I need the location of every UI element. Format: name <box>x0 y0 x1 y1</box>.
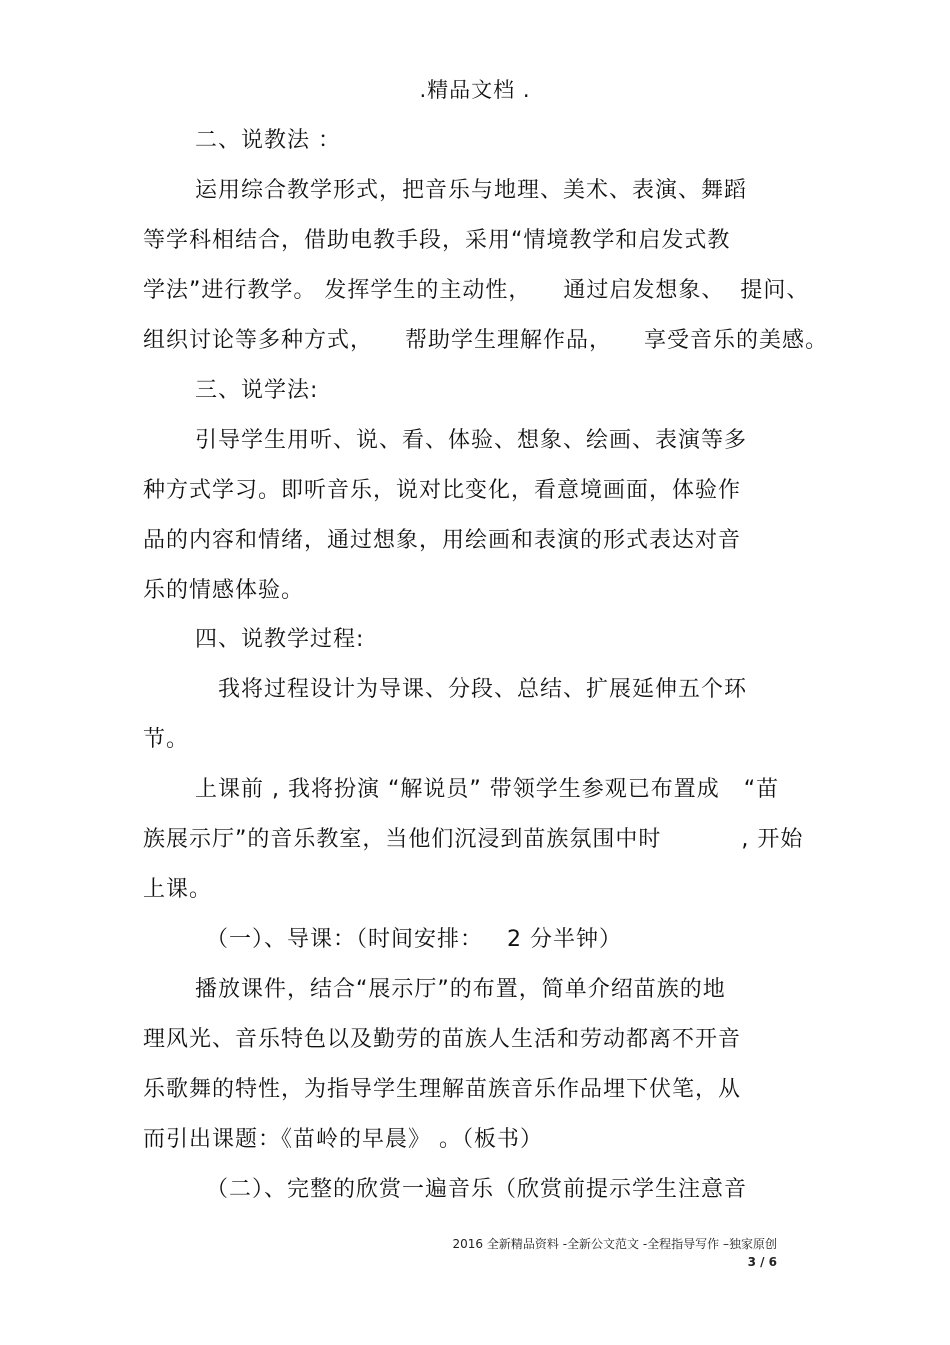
text-line: 四、说教学过程: <box>195 627 365 652</box>
text-line: 族展示厅”的音乐教室，当他们沉浸到苗族氛围中时 , 开始 <box>143 827 804 852</box>
text-line: （一）、导课：（时间安排： 2 分半钟） <box>206 927 622 952</box>
text-line: 等学科相结合，借助电教手段，采用“情境教学和启发式教 <box>143 228 731 253</box>
text-line: 乐歌舞的特性，为指导学生理解苗族音乐作品埋下伏笔，从 <box>143 1077 742 1102</box>
text-line: 二、说教法 ： <box>195 128 341 153</box>
text-line: 我将过程设计为导课、分段、总结、扩展延伸五个环 <box>218 677 748 702</box>
text-line: 上课前 , 我将扮演 “解说员” 带领学生参观已布置成 “苗 <box>195 777 780 802</box>
text-line: 而引出课题：《苗岭的早晨》 。（板书） <box>143 1127 543 1152</box>
footer-note: 2016 全新精品资料 -全新公文范文 -全程指导写作 –独家原创 <box>452 1237 777 1251</box>
text-line: 引导学生用听、说、看、体验、想象、绘画、表演等多 <box>195 428 748 453</box>
text-line: 乐的情感体验。 <box>143 578 305 603</box>
text-line: 上课。 <box>143 877 213 902</box>
page-header: .精品文档 . <box>419 78 531 102</box>
text-line: 播放课件，结合“展示厅”的布置，简单介绍苗族的地 <box>195 977 726 1002</box>
text-line: 节。 <box>143 727 190 752</box>
text-line: （二）、完整的欣赏一遍音乐（欣赏前提示学生注意音 <box>206 1177 748 1202</box>
page-number: 3 / 6 <box>747 1255 777 1269</box>
text-line: 品的内容和情绪，通过想象，用绘画和表演的形式表达对音 <box>143 528 742 553</box>
text-line: 组织讨论等多种方式， 帮助学生理解作品， 享受音乐的美感。 <box>143 328 828 353</box>
text-line: 学法”进行教学。 发挥学生的主动性， 通过启发想象、 提问、 <box>143 278 810 303</box>
text-line: 理风光、音乐特色以及勤劳的苗族人生活和劳动都离不开音 <box>143 1027 742 1052</box>
text-line: 种方式学习。即听音乐，说对比变化，看意境画面，体验作 <box>143 478 742 503</box>
text-line: 运用综合教学形式，把音乐与地理、美术、表演、舞蹈 <box>195 178 748 203</box>
text-line: 三、说学法: <box>195 378 319 403</box>
